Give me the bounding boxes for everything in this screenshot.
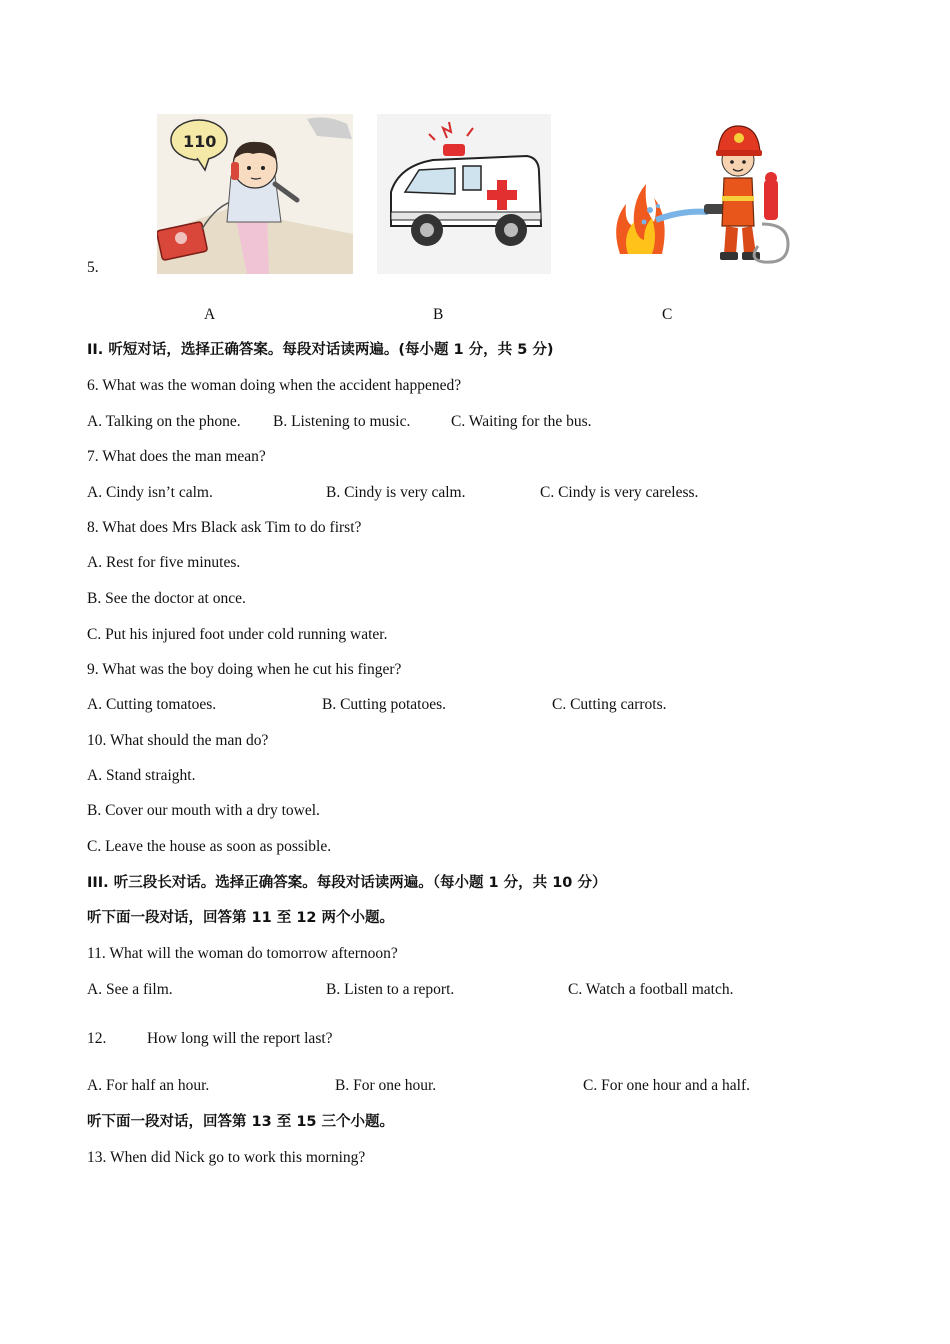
q11-option-c: C. Watch a football match. <box>568 981 734 998</box>
q11-option-b: B. Listen to a report. <box>326 981 455 998</box>
firefighter-icon <box>612 114 796 274</box>
q10-text: 10. What should the man do? <box>87 732 269 749</box>
q13-text: 13. When did Nick go to work this morning? <box>87 1149 366 1166</box>
q12-option-c: C. For one hour and a half. <box>583 1077 751 1094</box>
q10-option-c: C. Leave the house as soon as possible. <box>87 838 332 855</box>
q6-text: 6. What was the woman doing when the accident happened? <box>87 377 462 394</box>
q8-option-a: A. Rest for five minutes. <box>87 554 241 571</box>
section2-heading: II. 听短对话，选择正确答案。每段对话读两遍。(每小题 1 分，共 5 分) <box>87 342 554 358</box>
phone-call-icon <box>157 114 353 274</box>
q7-text: 7. What does the man mean? <box>87 448 266 465</box>
q12-text: How long will the report last? <box>147 1030 333 1047</box>
q6-option-a: A. Talking on the phone. <box>87 413 241 430</box>
section3-heading: III. 听三段长对话。选择正确答案。每段对话读两遍。（每小题 1 分，共 10 分） <box>87 875 607 891</box>
q11-text: 11. What will the woman do tomorrow afternoon? <box>87 945 398 962</box>
section3-subheading-1: 听下面一段对话，回答第 11 至 12 两个小题。 <box>87 910 395 926</box>
option-label-c: C <box>662 306 673 323</box>
q10-option-b: B. Cover our mouth with a dry towel. <box>87 802 320 819</box>
q7-option-a: A. Cindy isn’t calm. <box>87 484 213 501</box>
q7-option-b: B. Cindy is very calm. <box>326 484 466 501</box>
q5-number: 5. <box>87 259 99 276</box>
ambulance-icon <box>377 114 551 274</box>
q8-text: 8. What does Mrs Black ask Tim to do first? <box>87 519 362 536</box>
q12-option-b: B. For one hour. <box>335 1077 437 1094</box>
option-label-b: B <box>433 306 444 323</box>
q9-option-a: A. Cutting tomatoes. <box>87 696 217 713</box>
q8-option-c: C. Put his injured foot under cold running water. <box>87 626 388 643</box>
q6-option-b: B. Listening to music. <box>273 413 411 430</box>
q6-option-c: C. Waiting for the bus. <box>451 413 592 430</box>
section3-subheading-2: 听下面一段对话，回答第 13 至 15 三个小题。 <box>87 1114 395 1130</box>
q9-text: 9. What was the boy doing when he cut his finger? <box>87 661 402 678</box>
q10-option-a: A. Stand straight. <box>87 767 196 784</box>
q12-option-a: A. For half an hour. <box>87 1077 210 1094</box>
svg-text:110: 110 <box>183 132 217 151</box>
q8-option-b: B. See the doctor at once. <box>87 590 246 607</box>
option-label-a: A <box>204 306 216 323</box>
q9-option-c: C. Cutting carrots. <box>552 696 667 713</box>
q11-option-a: A. See a film. <box>87 981 173 998</box>
q12-number: 12. <box>87 1030 107 1047</box>
q9-option-b: B. Cutting potatoes. <box>322 696 446 713</box>
q7-option-c: C. Cindy is very careless. <box>540 484 699 501</box>
